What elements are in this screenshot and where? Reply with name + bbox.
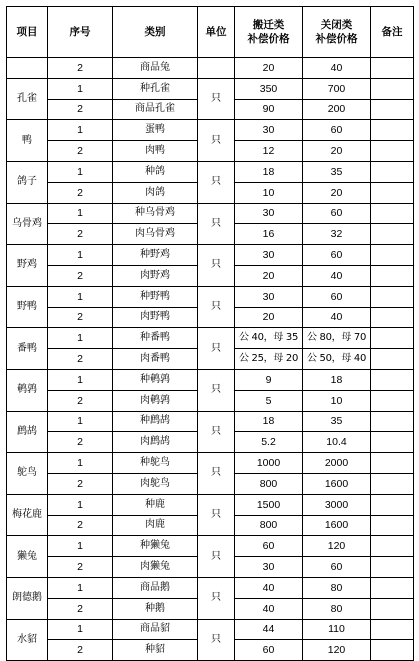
category-cell: 种鸵鸟 [113,453,198,474]
category-cell: 肉鸽 [113,182,198,203]
table-row [7,120,414,141]
note-cell [371,577,414,598]
unit-cell: 只 [198,203,235,245]
category-cell: 种鹌鹑 [113,369,198,390]
relocation-price-cell: 公 25，母 20 [235,349,303,370]
closure-price-cell: 35 [303,411,371,432]
closure-price-cell: 120 [303,536,371,557]
closure-price-cell: 60 [303,120,371,141]
header-relocation-line1: 搬迁类 [252,19,285,31]
category-cell: 种乌骨鸡 [113,203,198,224]
seq-cell: 2 [48,99,113,120]
unit-cell: 只 [198,245,235,287]
item-cell: 朗德鹅 [7,577,48,619]
relocation-price-cell: 1000 [235,453,303,474]
header-closure-line2: 补偿价格 [315,33,358,45]
category-cell: 肉鸵鸟 [113,473,198,494]
item-cell: 鸵鸟 [7,453,48,495]
item-cell: 水貂 [7,619,48,661]
relocation-price-cell: 40 [235,598,303,619]
relocation-price-cell: 90 [235,99,303,120]
table-row [7,78,414,99]
category-cell: 肉獭兔 [113,557,198,578]
seq-cell: 2 [48,557,113,578]
closure-price-cell: 110 [303,619,371,640]
note-cell [371,349,414,370]
relocation-price-cell: 44 [235,619,303,640]
relocation-price-cell: 18 [235,161,303,182]
category-cell: 种孔雀 [113,78,198,99]
seq-cell: 1 [48,245,113,266]
category-cell: 商品兔 [113,58,198,79]
category-cell: 种貂 [113,640,198,661]
note-cell [371,182,414,203]
seq-cell: 2 [48,307,113,328]
header-note: 备注 [371,7,414,58]
item-cell: 番鸭 [7,328,48,370]
closure-price-cell: 3000 [303,494,371,515]
relocation-price-cell: 5 [235,390,303,411]
category-cell: 蛋鸭 [113,120,198,141]
relocation-price-cell: 30 [235,557,303,578]
category-cell: 种鸽 [113,161,198,182]
table-row [7,369,414,390]
header-category: 类别 [113,7,198,58]
category-cell: 肉鸭 [113,141,198,162]
unit-cell: 只 [198,536,235,578]
category-cell: 肉野鸭 [113,307,198,328]
note-cell [371,411,414,432]
note-cell [371,307,414,328]
category-cell: 肉番鸭 [113,349,198,370]
note-cell [371,203,414,224]
relocation-price-cell: 350 [235,78,303,99]
closure-price-cell: 60 [303,557,371,578]
unit-cell: 只 [198,494,235,536]
closure-price-cell: 20 [303,182,371,203]
closure-price-cell: 700 [303,78,371,99]
closure-price-cell: 60 [303,203,371,224]
table-row [7,286,414,307]
note-cell [371,390,414,411]
table-row [7,203,414,224]
note-cell [371,640,414,661]
category-cell: 种番鸭 [113,328,198,349]
relocation-price-cell: 1500 [235,494,303,515]
note-cell [371,99,414,120]
note-cell [371,286,414,307]
note-cell [371,369,414,390]
item-cell: 鹧鸪 [7,411,48,453]
relocation-price-cell: 20 [235,58,303,79]
closure-price-cell: 60 [303,245,371,266]
closure-price-cell: 18 [303,369,371,390]
closure-price-cell: 80 [303,598,371,619]
table-row [7,328,414,349]
closure-price-cell: 公 80，母 70 [303,328,371,349]
relocation-price-cell: 800 [235,473,303,494]
relocation-price-cell: 40 [235,577,303,598]
item-cell: 野鸡 [7,245,48,287]
seq-cell: 2 [48,58,113,79]
note-cell [371,453,414,474]
relocation-price-cell: 12 [235,141,303,162]
table-row [7,161,414,182]
unit-cell: 只 [198,78,235,120]
relocation-price-cell: 16 [235,224,303,245]
note-cell [371,494,414,515]
relocation-price-cell: 60 [235,640,303,661]
unit-cell: 只 [198,411,235,453]
unit-cell: 只 [198,161,235,203]
closure-price-cell: 200 [303,99,371,120]
relocation-price-cell: 9 [235,369,303,390]
closure-price-cell: 1600 [303,515,371,536]
seq-cell: 1 [48,203,113,224]
compensation-table-container [6,6,413,661]
category-cell: 肉乌骨鸡 [113,224,198,245]
note-cell [371,78,414,99]
closure-price-cell: 40 [303,307,371,328]
category-cell: 种鹧鸪 [113,411,198,432]
note-cell [371,141,414,162]
unit-cell: 只 [198,619,235,661]
relocation-price-cell: 30 [235,245,303,266]
item-cell: 鸭 [7,120,48,162]
unit-cell: 只 [198,120,235,162]
closure-price-cell: 32 [303,224,371,245]
seq-cell: 2 [48,349,113,370]
category-cell: 肉鹌鹑 [113,390,198,411]
seq-cell: 1 [48,577,113,598]
category-cell: 种野鸭 [113,286,198,307]
relocation-price-cell: 20 [235,265,303,286]
note-cell [371,161,414,182]
note-cell [371,598,414,619]
seq-cell: 2 [48,515,113,536]
seq-cell: 1 [48,453,113,474]
closure-price-cell: 60 [303,286,371,307]
item-cell: 孔雀 [7,78,48,120]
unit-cell [198,58,235,79]
closure-price-cell: 35 [303,161,371,182]
category-cell: 种獭兔 [113,536,198,557]
item-cell: 鹌鹑 [7,369,48,411]
table-row [7,58,414,79]
item-cell [7,58,48,79]
note-cell [371,328,414,349]
table-row [7,536,414,557]
seq-cell: 2 [48,224,113,245]
header-seq: 序号 [48,7,113,58]
relocation-price-cell: 60 [235,536,303,557]
seq-cell: 1 [48,78,113,99]
note-cell [371,224,414,245]
seq-cell: 2 [48,598,113,619]
compensation-table [6,6,414,661]
relocation-price-cell: 30 [235,203,303,224]
note-cell [371,265,414,286]
relocation-price-cell: 18 [235,411,303,432]
seq-cell: 1 [48,286,113,307]
category-cell: 商品孔雀 [113,99,198,120]
header-item: 项目 [7,7,48,58]
table-body [7,58,414,661]
header-closure-price [303,7,371,58]
closure-price-cell: 10 [303,390,371,411]
seq-cell: 1 [48,328,113,349]
note-cell [371,473,414,494]
category-cell: 肉鹿 [113,515,198,536]
item-cell: 獭兔 [7,536,48,578]
category-cell: 肉鹧鸪 [113,432,198,453]
relocation-price-cell: 公 40，母 35 [235,328,303,349]
seq-cell: 2 [48,182,113,203]
relocation-price-cell: 5.2 [235,432,303,453]
category-cell: 种鹅 [113,598,198,619]
item-cell: 梅花鹿 [7,494,48,536]
seq-cell: 2 [48,265,113,286]
table-row [7,245,414,266]
unit-cell: 只 [198,369,235,411]
seq-cell: 1 [48,369,113,390]
note-cell [371,619,414,640]
relocation-price-cell: 30 [235,120,303,141]
note-cell [371,515,414,536]
table-row [7,453,414,474]
note-cell [371,432,414,453]
closure-price-cell: 20 [303,141,371,162]
category-cell: 商品鹅 [113,577,198,598]
seq-cell: 2 [48,141,113,162]
table-row [7,494,414,515]
note-cell [371,536,414,557]
closure-price-cell: 10.4 [303,432,371,453]
closure-price-cell: 公 50，母 40 [303,349,371,370]
relocation-price-cell: 800 [235,515,303,536]
seq-cell: 2 [48,473,113,494]
header-relocation-price [235,7,303,58]
category-cell: 肉野鸡 [113,265,198,286]
seq-cell: 1 [48,619,113,640]
relocation-price-cell: 30 [235,286,303,307]
note-cell [371,120,414,141]
seq-cell: 1 [48,494,113,515]
seq-cell: 1 [48,536,113,557]
table-header-row [7,7,414,58]
seq-cell: 2 [48,390,113,411]
seq-cell: 2 [48,432,113,453]
closure-price-cell: 40 [303,265,371,286]
closure-price-cell: 120 [303,640,371,661]
category-cell: 商品貂 [113,619,198,640]
header-unit: 单位 [198,7,235,58]
relocation-price-cell: 20 [235,307,303,328]
closure-price-cell: 1600 [303,473,371,494]
closure-price-cell: 2000 [303,453,371,474]
relocation-price-cell: 10 [235,182,303,203]
table-row [7,411,414,432]
note-cell [371,245,414,266]
note-cell [371,557,414,578]
seq-cell: 1 [48,120,113,141]
unit-cell: 只 [198,453,235,495]
header-relocation-line2: 补偿价格 [247,33,290,45]
seq-cell: 2 [48,640,113,661]
unit-cell: 只 [198,577,235,619]
closure-price-cell: 80 [303,577,371,598]
unit-cell: 只 [198,286,235,328]
seq-cell: 1 [48,411,113,432]
category-cell: 种野鸡 [113,245,198,266]
table-row [7,619,414,640]
seq-cell: 1 [48,161,113,182]
item-cell: 乌骨鸡 [7,203,48,245]
category-cell: 种鹿 [113,494,198,515]
table-row [7,577,414,598]
closure-price-cell: 40 [303,58,371,79]
header-closure-line1: 关闭类 [320,19,353,31]
unit-cell: 只 [198,328,235,370]
note-cell [371,58,414,79]
item-cell: 鸽子 [7,161,48,203]
item-cell: 野鸭 [7,286,48,328]
